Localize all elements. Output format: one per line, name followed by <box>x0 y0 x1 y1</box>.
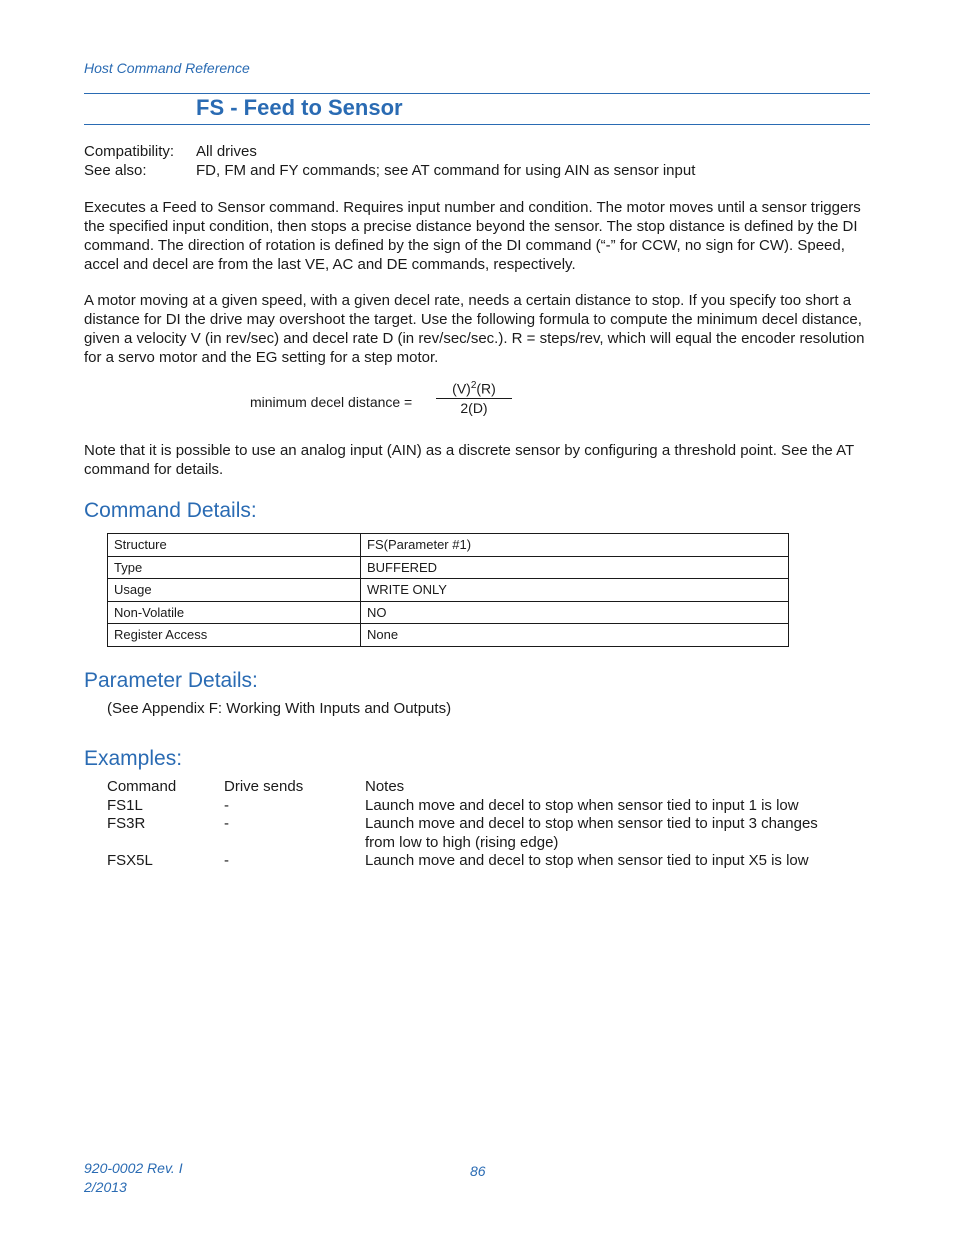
column-header-notes: Notes <box>365 778 405 795</box>
footer-doc-number: 920-0002 Rev. I <box>84 1160 183 1176</box>
list-item <box>107 797 845 816</box>
example-command: FSX5L <box>107 852 153 869</box>
table-key-cell: Structure <box>108 534 361 557</box>
formula-denominator: 2(D) <box>460 399 488 416</box>
list-item <box>107 815 845 852</box>
title-bottom-rule <box>84 124 870 125</box>
example-command: FS3R <box>107 815 146 832</box>
parameter-details-note: (See Appendix F: Working With Inputs and Outputs) <box>107 700 452 717</box>
example-command: FS1L <box>107 796 143 814</box>
meta-key: Compatibility: <box>84 143 175 160</box>
formula-label: minimum decel distance = <box>250 394 413 410</box>
example-drive-sends: - <box>224 852 229 869</box>
list-item <box>107 852 845 871</box>
column-header-drive-sends: Drive sends <box>224 778 304 795</box>
table-row <box>108 534 789 557</box>
meta-see-also <box>84 162 695 181</box>
example-notes: Launch move and decel to stop when sensor tied to input 1 is low <box>365 796 799 814</box>
table-row <box>108 556 789 579</box>
table-row <box>108 601 789 624</box>
table-value-cell: None <box>361 624 789 647</box>
table-key-cell: Register Access <box>108 624 361 647</box>
example-notes: Launch move and decel to stop when sensor tied to input 3 changes from low to high (rising edge) <box>365 815 818 851</box>
example-notes: Launch move and decel to stop when sensor tied to input X5 is low <box>365 852 809 869</box>
table-key-cell: Type <box>108 556 361 579</box>
examples-list <box>107 778 845 871</box>
table-value-cell: WRITE ONLY <box>361 579 789 602</box>
column-header-command: Command <box>107 778 177 795</box>
decel-paragraph: A motor moving at a given speed, with a given decel rate, needs a certain distance to stop. If you specify too short a distance for DI the drive may overshoot the target. Use the following formula to compute the minimum decel distance, given a velocity V (in rev/sec) and decel rate D (in rev/sec/sec.). R = steps/rev, which will equal the encoder resolution for a servo motor and the EG setting for a step motor. <box>84 292 865 366</box>
footer-date: 2/2013 <box>84 1179 127 1195</box>
running-header: Host Command Reference <box>84 60 250 76</box>
formula-numerator <box>436 380 512 399</box>
meta-compatibility <box>84 143 695 162</box>
parameter-details-heading: Parameter Details: <box>84 669 258 692</box>
meta-value: All drives <box>196 143 257 160</box>
example-drive-sends: - <box>224 796 229 814</box>
formula-fraction <box>436 380 512 416</box>
title-top-rule <box>84 93 870 94</box>
command-details-heading: Command Details: <box>84 499 257 522</box>
ain-note-paragraph: Note that it is possible to use an analog input (AIN) as a discrete sensor by configuring a threshold point. See the AT command for details. <box>84 442 854 478</box>
page-number: 86 <box>470 1163 486 1179</box>
table-value-cell: BUFFERED <box>361 556 789 579</box>
formula-v: (V) <box>452 380 471 397</box>
table-value-cell: NO <box>361 601 789 624</box>
table-key-cell: Usage <box>108 579 361 602</box>
examples-heading: Examples: <box>84 747 183 770</box>
table-value-cell: FS(Parameter #1) <box>361 534 789 557</box>
formula-r: (R) <box>476 380 496 397</box>
table-row <box>108 579 789 602</box>
meta-block <box>84 143 695 180</box>
meta-key: See also: <box>84 161 147 179</box>
example-drive-sends: - <box>224 815 229 832</box>
table-key-cell: Non-Volatile <box>108 601 361 624</box>
page-title: FS - Feed to Sensor <box>196 95 403 120</box>
description-paragraph: Executes a Feed to Sensor command. Requires input number and condition. The motor moves until a sensor triggers the specified input condition, then stops a precise distance beyond the sensor. The stop distance is defined by the DI command. The direction of rotation is defined by the sign of the DI command (“-” for CCW, no sign for CW). Speed, accel and decel are from the last VE, AC and DE commands, respectively. <box>84 199 861 273</box>
examples-header-row <box>107 778 845 797</box>
table-row <box>108 624 789 647</box>
footer-doc-info <box>84 1159 183 1197</box>
command-details-table <box>107 533 789 647</box>
formula-exponent: 2 <box>470 380 477 391</box>
meta-value: FD, FM and FY commands; see AT command for using AIN as sensor input <box>196 161 696 179</box>
